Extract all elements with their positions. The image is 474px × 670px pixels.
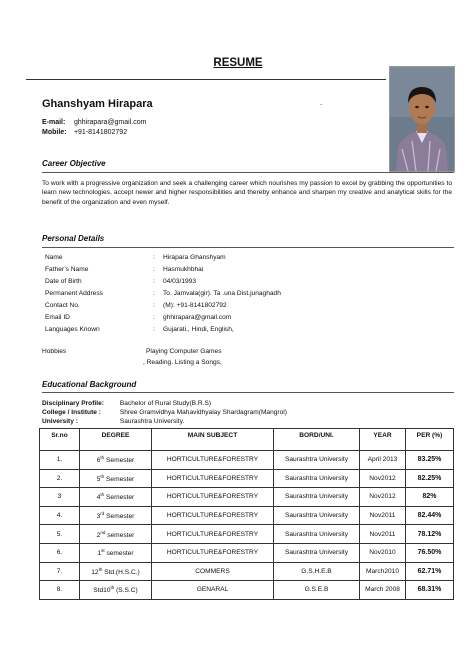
cell-degree (80, 488, 152, 507)
cell-srno: 4. (40, 506, 80, 525)
cell-subject: HORTICULTURE&FORESTRY (152, 543, 274, 562)
degree-main: 4 (96, 494, 101, 502)
college-label: College / Institute : (42, 409, 101, 416)
cell-subject: COMMERS (152, 562, 274, 581)
cell-degree (80, 543, 152, 562)
detail-label: Email ID (45, 314, 70, 321)
cell-board: Saurashtra University (274, 525, 360, 544)
cell-srno: 3 (40, 488, 80, 507)
col-header-board: BORD/UNI. (274, 429, 360, 451)
email-line (42, 119, 146, 126)
cell-board: Saurashtra University (274, 543, 360, 562)
cell-degree (80, 451, 152, 470)
cell-percent: 83.25% (406, 451, 454, 470)
detail-value: (M): +91-8141802792 (163, 302, 227, 309)
table-row (40, 451, 454, 470)
cell-degree (80, 469, 152, 488)
college-value: Shree Gramvidhya Mahavidhyalay Shardagram(Mangrol) (119, 409, 287, 416)
cell-year: Nov2012 (360, 488, 406, 507)
col-header-subject: MAIN SUBJECT (152, 429, 274, 451)
discipline-value: Bachelor of Rural Study(B.R.S) (119, 400, 212, 407)
degree-rest: semester (105, 531, 135, 539)
degree-sup: rd (100, 510, 105, 516)
cell-subject: HORTICULTURE&FORESTRY (152, 525, 274, 544)
degree-main: 6 (96, 457, 101, 465)
hobbies-label: Hobbies (42, 348, 67, 355)
col-header-percent: PER (%) (406, 429, 454, 451)
degree-sup: th (98, 566, 103, 572)
resume-page (18, 0, 458, 670)
cell-srno: 8. (40, 581, 80, 600)
degree-main: Std10 (93, 587, 111, 595)
detail-value: ghhirapara@gmail.com (163, 314, 232, 321)
cell-subject: HORTICULTURE&FORESTRY (152, 469, 274, 488)
stray-dot: . (320, 98, 323, 107)
cell-year: Nov2011 (360, 525, 406, 544)
degree-main: 2 (96, 531, 101, 539)
mobile-label: Mobile: (42, 129, 67, 136)
cell-board: Saurashtra University (274, 488, 360, 507)
degree-main: 12 (91, 568, 99, 576)
educational-background-heading: Educational Background (42, 380, 137, 389)
cell-srno: 5. (40, 525, 80, 544)
degree-rest: Semester (104, 457, 135, 465)
cell-subject: GENARAL (152, 581, 274, 600)
career-divider (42, 172, 454, 173)
cell-srno: 2. (40, 469, 80, 488)
cell-percent: 82.25% (406, 469, 454, 488)
personal-divider (42, 247, 454, 248)
email-value: ghhirapara@gmail.com (73, 119, 147, 126)
detail-colon: : (153, 278, 155, 285)
table-row (40, 506, 454, 525)
cell-subject: HORTICULTURE&FORESTRY (152, 506, 274, 525)
cell-year: Nov2010 (360, 543, 406, 562)
degree-rest: Semester (104, 494, 135, 502)
table-row (40, 469, 454, 488)
degree-sup: th (100, 473, 105, 479)
degree-main: 5 (96, 475, 101, 483)
candidate-name: Ghanshyam Hirapara (42, 98, 153, 110)
cell-degree (80, 581, 152, 600)
cell-year: April 2013 (360, 451, 406, 470)
detail-value: 04/03/1993 (163, 278, 197, 285)
detail-label: Languages Known (45, 326, 100, 333)
university-value: Saurashtra University. (119, 418, 185, 425)
cell-percent: 68.31% (406, 581, 454, 600)
cell-srno: 1. (40, 451, 80, 470)
degree-rest: Std.(H.S.C.) (102, 568, 140, 576)
degree-rest: Semester (104, 475, 135, 483)
detail-value: To. Jamvala(gir). Ta .una Dist.junaghadh (163, 290, 281, 297)
university-line (42, 418, 184, 425)
hobbies-line-1: Playing Computer Games (146, 348, 222, 355)
cell-board: G.S.E.B (274, 581, 360, 600)
discipline-line (42, 400, 211, 407)
table-row (40, 581, 454, 600)
table-row (40, 525, 454, 544)
profile-photo (389, 66, 455, 172)
degree-main: 3 (96, 513, 101, 521)
cell-percent: 62.71% (406, 562, 454, 581)
degree-main: 1 (97, 550, 102, 558)
cell-percent: 76.50% (406, 543, 454, 562)
detail-colon: : (153, 290, 155, 297)
degree-sup: st (101, 548, 105, 554)
education-divider (42, 392, 454, 393)
degree-rest: Semester (104, 513, 135, 521)
detail-value: Gujarati., Hindi, English, (163, 326, 234, 333)
cell-srno: 7. (40, 562, 80, 581)
detail-colon: : (153, 266, 155, 273)
mobile-line (42, 129, 127, 136)
col-header-degree: DEGREE (80, 429, 152, 451)
cell-degree (80, 562, 152, 581)
personal-details-heading: Personal Details (42, 234, 105, 243)
cell-subject: HORTICULTURE&FORESTRY (152, 451, 274, 470)
degree-sup: th (100, 455, 105, 461)
col-header-year: YEAR (360, 429, 406, 451)
cell-degree (80, 506, 152, 525)
degree-sup: th (110, 585, 115, 591)
college-line (42, 409, 287, 416)
hobbies-line-2: , Reading. Listing a Songs, (143, 359, 222, 366)
discipline-label: Disciplinary Profile: (42, 400, 104, 407)
cell-subject: HORTICULTURE&FORESTRY (152, 488, 274, 507)
cell-board: Saurashtra University (274, 506, 360, 525)
cell-percent: 82% (406, 488, 454, 507)
cell-percent: 82.44% (406, 506, 454, 525)
detail-value: Hirapara Ghanshyam (163, 254, 226, 261)
detail-label: Permanent Address (45, 290, 103, 297)
degree-sup: th (100, 492, 105, 498)
career-objective-text: To work with a progressive organization and seek a challenging career which nourishes my passion to excel by grabbing the opportunities to learn new technologies, accept newer and higher responsibilities and thereby enhance and sharpen my creative and analytical skills for the benefit of the organization and even myself. (42, 180, 452, 206)
university-label: University : (42, 418, 78, 425)
table-header-row (40, 429, 454, 451)
detail-value: Hasmukhbhai (163, 266, 204, 273)
email-label: E-mail: (42, 119, 66, 126)
detail-colon: : (153, 314, 155, 321)
detail-label: Date of Birth (45, 278, 82, 285)
cell-year: Nov2011 (360, 506, 406, 525)
table-row (40, 562, 454, 581)
cell-board: G.S.H.E.B (274, 562, 360, 581)
cell-year: March 2008 (360, 581, 406, 600)
detail-colon: : (153, 326, 155, 333)
cell-board: Saurashtra University (274, 451, 360, 470)
cell-year: Nov2012 (360, 469, 406, 488)
detail-label: Contact No. (45, 302, 80, 309)
degree-rest: (S.S.C) (114, 587, 138, 595)
col-header-srno: Sr.no (40, 429, 80, 451)
title-divider (26, 79, 386, 80)
degree-rest: semester (104, 550, 134, 558)
cell-year: March2010 (360, 562, 406, 581)
detail-colon: : (153, 254, 155, 261)
detail-label: Name (45, 254, 63, 261)
cell-board: Saurashtra University (274, 469, 360, 488)
mobile-value: +91-8141802792 (73, 129, 128, 136)
education-table (39, 428, 454, 600)
cell-srno: 6. (40, 543, 80, 562)
cell-degree (80, 525, 152, 544)
table-row (40, 488, 454, 507)
career-objective-heading: Career Objective (42, 159, 106, 168)
degree-sup: nd (100, 529, 106, 535)
resume-title: RESUME (213, 57, 263, 69)
detail-colon: : (153, 302, 155, 309)
table-row (40, 543, 454, 562)
cell-percent: 78.12% (406, 525, 454, 544)
detail-label: Father’s Name (45, 266, 89, 273)
person-photo-icon (390, 67, 454, 171)
